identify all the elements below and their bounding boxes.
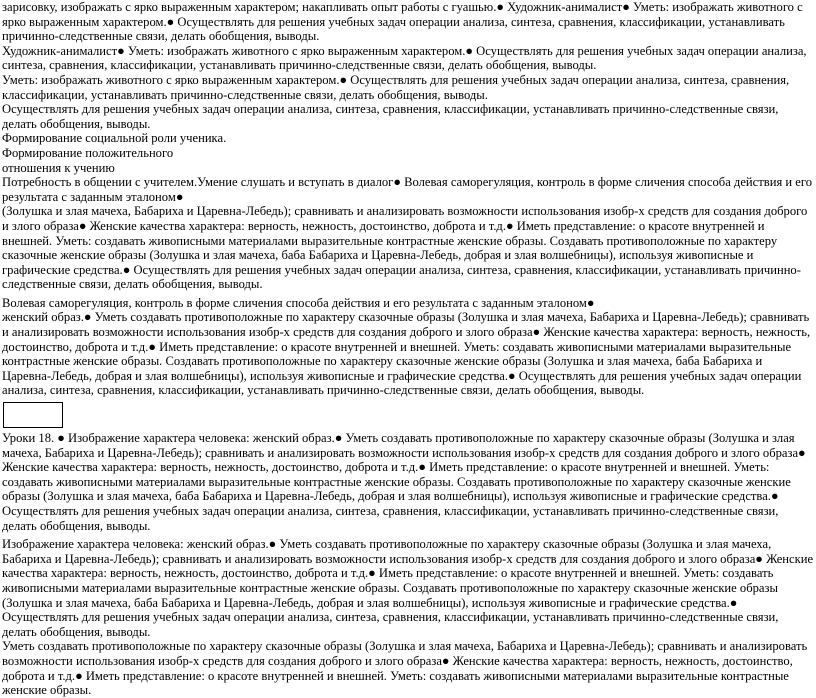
- empty-table-cell: [3, 402, 63, 428]
- paragraph-analysis-operations: Осуществлять для решения учебных задач операции анализа, синтеза, сравнения, классификации, устанавливать причинно-следственные связи, делать обобщения, выводы.: [2, 102, 779, 131]
- paragraph-attitude-to-learning: отношения к учению: [2, 160, 115, 175]
- paragraph-animal-character: Уметь: изображать животного с ярко выраженным характером.● Осуществлять для решения учебных задач операции анализа, синтеза, сравнения, классификации, устанавливать причинно-следственные связи, делать обобщения, выводы.: [2, 72, 790, 102]
- paragraph-female-image: женский образ.● Уметь создавать противоположные по характеру сказочные образы (Золушка и злая мачеха, Бабариха и Царевна-Лебедь); сравнивать и анализировать возможности использования изобр-х средств для создания доброго и злого образа● Женские качества характера: верность, нежность, достоинство, доброта и т.д.● Иметь представление: о красоте внутренней и внешней. Уметь: создавать живописными материалами выразительные контрастные женские образы. Создавать противоположные по характеру сказочные женские образы (Золушка и злая мачеха, баба Бабариха и Царевна-Лебедь, добрая и злая волшебницы), используя живописные и графические средства.● Осуществлять для решения учебных задач операции анализа, синтеза, сравнения, классификации, устанавливать причинно-следственные связи, делать обобщения, выводы.: [2, 310, 811, 398]
- paragraph-create-opposites: Уметь создавать противоположные по характеру сказочные образы (Золушка и злая мачеха, Бабариха и Царевна-Лебедь); сравнивать и анализировать возможности использования изобр-х средств для создания доброго и злого образа● Женские качества характера: верность, нежность, достоинство, доброта и т.д.● Иметь представление: о красоте внутренней и внешней. Уметь: создавать живописными материалами выразительные контрастные женские образы.: [2, 639, 808, 698]
- paragraph-self-regulation: Волевая саморегуляция, контроль в форме сличения способа действия и его результата с заданным эталоном●: [2, 295, 595, 310]
- paragraph-animalist-continued: зарисовку, изображать с ярко выраженным характером; накапливать опыт работы с гуашью.● Художник-анималист● Уметь: изображать животного с ярко выраженным характером.● Осуществлять для решения учебных задач операции анализа, синтеза, сравнения, классификации, устанавливать причинно-следственные связи, делать обобщения, выводы.: [2, 0, 803, 44]
- paragraph-character-depiction: Изображение характера человека: женский образ.● Уметь создавать противоположные по характеру сказочные образы (Золушка и злая мачеха, Бабариха и Царевна-Лебедь); сравнивать и анализировать возможности использования изобр-х средств для создания доброго и злого образа● Женские качества характера: верность, нежность, достоинство, доброта и т.д.● Иметь представление: о красоте внутренней и внешней. Уметь: создавать живописными материалами выразительные контрастные женские образы. Создавать противоположные по характеру сказочные женские образы (Золушка и злая мачеха, баба Бабариха и Царевна-Лебедь, добрая и злая волшебницы), используя живописные и графические средства.● Осуществлять для решения учебных задач операции анализа, синтеза, сравнения, классификации, устанавливать причинно-следственные связи, делать обобщения, выводы.: [2, 537, 814, 639]
- paragraph-fairy-images: (Золушка и злая мачеха, Бабариха и Царевна-Лебедь); сравнивать и анализировать возможности использования изобр-х средств для создания доброго и злого образа● Женские качества характера: верность, нежность, достоинство, доброта и т.д.● Иметь представление: о красоте внутренней и внешней. Уметь: создавать живописными материалами выразительные контрастные женские образы. Создавать противоположные по характеру сказочные женские образы (Золушка и злая мачеха, баба Бабариха и Царевна-Лебедь, добрая и злая волшебницы), используя живописные и графические средства.● Осуществлять для решения учебных задач операции анализа, синтеза, сравнения, классификации, устанавливать причинно-следственные связи, делать обобщения, выводы.: [2, 204, 808, 292]
- paragraph-animalist: Художник-анималист● Уметь: изображать животного с ярко выраженным характером.● Осуществлять для решения учебных задач операции анализа, синтеза, сравнения, классификации, устанавливать причинно-следственные связи, делать обобщения, выводы.: [2, 43, 807, 73]
- paragraph-lesson-18: Уроки 18. ● Изображение характера человека: женский образ.● Уметь создавать противоположные по характеру сказочные образы (Золушка и злая мачеха, Бабариха и Царевна-Лебедь); сравнивать и анализировать возможности использования изобр-х средств для создания доброго и злого образа● Женские качества характера: верность, нежность, достоинство, доброта и т.д.● Иметь представление: о красоте внутренней и внешней. Уметь: создавать живописными материалами выразительные контрастные женские образы. Создавать противоположные по характеру сказочные женские образы (Золушка и злая мачеха, баба Бабариха и Царевна-Лебедь, добрая и злая волшебницы), используя живописные и графические средства.● Осуществлять для решения учебных задач операции анализа, синтеза, сравнения, классификации, устанавливать причинно-следственные связи, делать обобщения, выводы.: [2, 431, 806, 533]
- paragraph-positive-attitude: Формирование положительного: [2, 145, 174, 160]
- paragraph-communication-need: Потребность в общении с учителем.Умение слушать и вступать в диалог● Волевая саморегуляция, контроль в форме сличения способа действия и его результата с заданным эталоном●: [2, 175, 813, 204]
- paragraph-social-role: Формирование социальной роли ученика.: [2, 131, 227, 146]
